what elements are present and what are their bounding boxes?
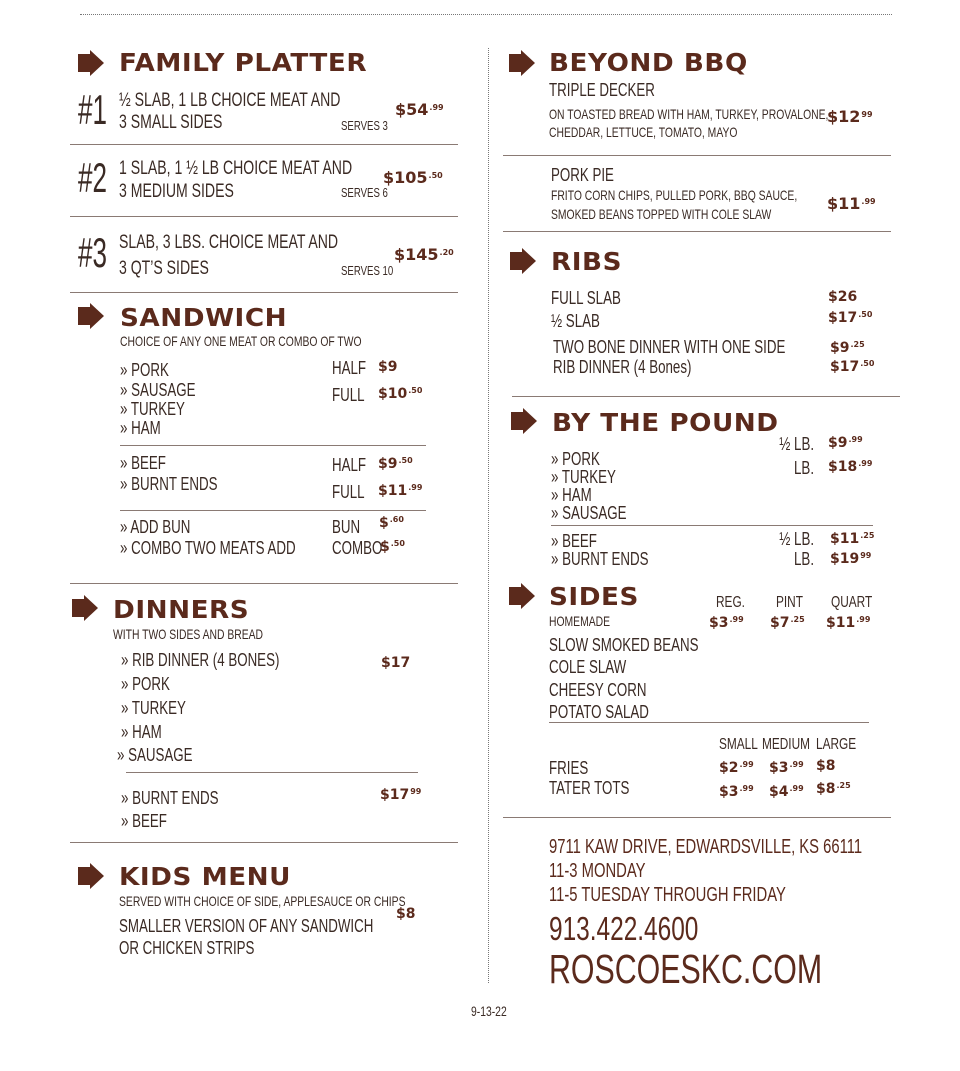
fries-price: $\$2^{.99}$ (719, 760, 754, 776)
weight-label: ½ LB. (779, 529, 814, 549)
divider (503, 155, 891, 156)
sandwich-item: » HAM (120, 418, 161, 438)
pound-item: » SAUSAGE (551, 503, 627, 523)
dinner-item: » RIB DINNER (4 BONES) (121, 650, 280, 670)
platter-1-line1: ½ SLAB, 1 LB CHOICE MEAT AND (119, 90, 341, 111)
beyond-item-desc: SMOKED BEANS TOPPED WITH COLE SLAW (551, 206, 772, 222)
divider (70, 216, 458, 217)
triple-decker-price: $\$12^{99}$ (827, 107, 873, 126)
side-item: SLOW SMOKED BEANS (549, 635, 699, 655)
arrow-icon (510, 248, 536, 274)
section-title-kids-menu: KIDS MENU (119, 862, 292, 891)
bun-price: \$$^{.60}$ (379, 515, 404, 531)
platter-3-line1: SLAB, 3 LBS. CHOICE MEAT AND (119, 232, 339, 253)
divider (551, 525, 873, 526)
platter-3-price: $\$145^{.20}$ (394, 245, 454, 264)
section-title-beyond-bbq: BEYOND BBQ (549, 48, 748, 77)
kids-subtitle: SERVED WITH CHOICE OF SIDE, APPLESAUCE OR CHIPS (119, 893, 406, 909)
section-title-ribs: RIBS (551, 247, 623, 276)
platter-3-serves: SERVES 10 (341, 263, 394, 278)
sandwich-half-price: $9 (378, 359, 398, 375)
size-header: REG. (716, 594, 745, 611)
fries-price: $\$4^{.99}$ (769, 784, 804, 800)
sandwich-addon: » COMBO TWO MEATS ADD (120, 538, 296, 558)
arrow-icon (511, 408, 537, 434)
platter-3-line2: 3 QT’S SIDES (119, 258, 209, 279)
size-label: HALF (332, 455, 367, 475)
arrow-icon (509, 583, 535, 609)
size-label: COMBO (332, 538, 383, 558)
column-divider (488, 48, 489, 983)
dinner-beef-price: $\$17^{99}$ (380, 787, 422, 803)
divider (503, 817, 891, 818)
rib-item: ½ SLAB (551, 311, 600, 331)
divider (70, 583, 458, 584)
section-title-family-platter: FAMILY PLATTER (119, 48, 368, 77)
sandwich-item: » TURKEY (120, 399, 185, 419)
sandwich-full-price: $\$10^{.50}$ (378, 386, 423, 402)
pound-item: » BEEF (551, 531, 597, 551)
beyond-item-desc: FRITO CORN CHIPS, PULLED PORK, BBQ SAUCE, (551, 187, 798, 203)
kids-line1: SMALLER VERSION OF ANY SANDWICH (119, 916, 374, 936)
platter-number-3: #3 (78, 229, 107, 276)
divider (70, 842, 458, 843)
pound-item: » TURKEY (551, 467, 616, 487)
divider (120, 445, 426, 446)
beef-half-price: $\$9^{.50}$ (378, 456, 413, 472)
rib-price: $26 (828, 289, 858, 305)
size-header: SMALL (719, 736, 758, 753)
pound-price: $\$18^{.99}$ (828, 459, 873, 475)
fries-price: $\$3^{.99}$ (769, 760, 804, 776)
beyond-item-desc: ON TOASTED BREAD WITH HAM, TURKEY, PROVALONE, (549, 106, 829, 122)
pound-price: $\$9^{.99}$ (828, 435, 863, 451)
sandwich-item: » SAUSAGE (120, 380, 196, 400)
pound-price: $\$11^{.25}$ (830, 531, 875, 547)
arrow-icon (78, 303, 104, 329)
dinners-subtitle: WITH TWO SIDES AND BREAD (113, 626, 264, 642)
arrow-icon (509, 50, 535, 76)
platter-2-line1: 1 SLAB, 1 ½ LB CHOICE MEAT AND (119, 158, 353, 179)
section-title-sandwich: SANDWICH (120, 303, 288, 332)
top-dotted-rule (80, 14, 892, 15)
address: 9711 KAW DRIVE, EDWARDSVILLE, KS 66111 (549, 836, 863, 858)
website-link[interactable]: ROSCOESKC.COM (549, 946, 823, 992)
platter-2-price: $\$105^{.50}$ (383, 168, 443, 187)
size-header: QUART (831, 594, 873, 611)
combo-price: \$$^{.50}$ (380, 539, 405, 555)
arrow-icon (78, 863, 104, 889)
kids-line2: OR CHICKEN STRIPS (119, 938, 255, 958)
platter-2-line2: 3 MEDIUM SIDES (119, 181, 234, 202)
beyond-item-desc: CHEDDAR, LETTUCE, TOMATO, MAYO (549, 124, 738, 140)
section-title-dinners: DINNERS (113, 595, 250, 624)
dinner-item: » BEEF (121, 811, 167, 831)
phone-number[interactable]: 913.422.4600 (549, 910, 699, 947)
size-label: HALF (332, 358, 367, 378)
arrow-icon (78, 50, 104, 76)
hours-weekday: 11-5 TUESDAY THROUGH FRIDAY (549, 884, 786, 906)
platter-1-line2: 3 SMALL SIDES (119, 112, 223, 133)
size-header: MEDIUM (762, 736, 811, 753)
dinner-item: » PORK (121, 674, 170, 694)
weight-label: ½ LB. (779, 434, 814, 454)
arrow-icon (72, 595, 98, 621)
beyond-item-name: PORK PIE (551, 165, 614, 185)
section-title-sides: SIDES (549, 582, 639, 611)
size-label: FULL (332, 482, 365, 502)
side-price: $\$3^{.99}$ (709, 615, 744, 631)
side-price: $\$7^{.25}$ (770, 615, 805, 631)
divider (70, 144, 458, 145)
rib-item: FULL SLAB (551, 288, 621, 308)
divider (126, 772, 418, 773)
weight-label: LB. (793, 458, 814, 478)
hours-monday: 11-3 MONDAY (549, 860, 646, 882)
fries-item: TATER TOTS (549, 778, 630, 798)
pork-pie-price: $\$11^{.99}$ (827, 194, 876, 213)
side-price: $\$11^{.99}$ (826, 615, 871, 631)
platter-number-1: #1 (78, 86, 107, 133)
fries-item: FRIES (549, 758, 589, 778)
size-header: LARGE (816, 736, 857, 753)
beyond-item-name: TRIPLE DECKER (549, 80, 655, 100)
rib-price: $\$17^{.50}$ (828, 310, 873, 326)
size-label: BUN (332, 517, 361, 537)
pound-item: » PORK (551, 449, 600, 469)
sandwich-item: » BEEF (120, 453, 166, 473)
dinner-item: » BURNT ENDS (121, 788, 219, 808)
sandwich-addon: » ADD BUN (120, 517, 191, 537)
side-item: COLE SLAW (549, 657, 627, 677)
fries-price: $\$8^{.25}$ (816, 781, 851, 797)
dinner-item: » TURKEY (121, 698, 186, 718)
sandwich-item: » BURNT ENDS (120, 474, 218, 494)
divider (512, 396, 900, 397)
rib-price: $\$9^{.25}$ (830, 340, 865, 356)
platter-number-2: #2 (78, 154, 107, 201)
rib-item: RIB DINNER (4 Bones) (553, 357, 692, 377)
sandwich-subtitle: CHOICE OF ANY ONE MEAT OR COMBO OF TWO (120, 333, 362, 349)
weight-label: LB. (793, 549, 814, 569)
dinner-price: $17 (381, 655, 411, 671)
sides-homemade: HOMEMADE (549, 613, 611, 629)
size-header: PINT (776, 594, 803, 611)
divider (120, 510, 426, 511)
divider (549, 722, 869, 723)
fries-price: $8 (816, 758, 836, 774)
side-item: CHEESY CORN (549, 680, 647, 700)
size-label: FULL (332, 385, 365, 405)
platter-1-price: $\$54^{.99}$ (395, 100, 444, 119)
fries-price: $\$3^{.99}$ (719, 784, 754, 800)
platter-2-serves: SERVES 6 (341, 185, 388, 200)
pound-item: » HAM (551, 485, 592, 505)
dinner-item: » HAM (121, 722, 162, 742)
dinner-item: » SAUSAGE (117, 745, 193, 765)
side-item: POTATO SALAD (549, 702, 649, 722)
rib-price: $\$17^{.50}$ (830, 359, 875, 375)
divider (503, 231, 891, 232)
section-title-by-the-pound: BY THE POUND (552, 408, 779, 437)
rib-item: TWO BONE DINNER WITH ONE SIDE (553, 337, 786, 357)
pound-price: $\$19^{99}$ (830, 551, 872, 567)
print-date: 9-13-22 (471, 1003, 507, 1019)
beef-full-price: $\$11^{.99}$ (378, 483, 423, 499)
divider (70, 292, 458, 293)
platter-1-serves: SERVES 3 (341, 118, 388, 133)
kids-price: $8 (396, 906, 416, 922)
sandwich-item: » PORK (120, 360, 169, 380)
pound-item: » BURNT ENDS (551, 549, 649, 569)
